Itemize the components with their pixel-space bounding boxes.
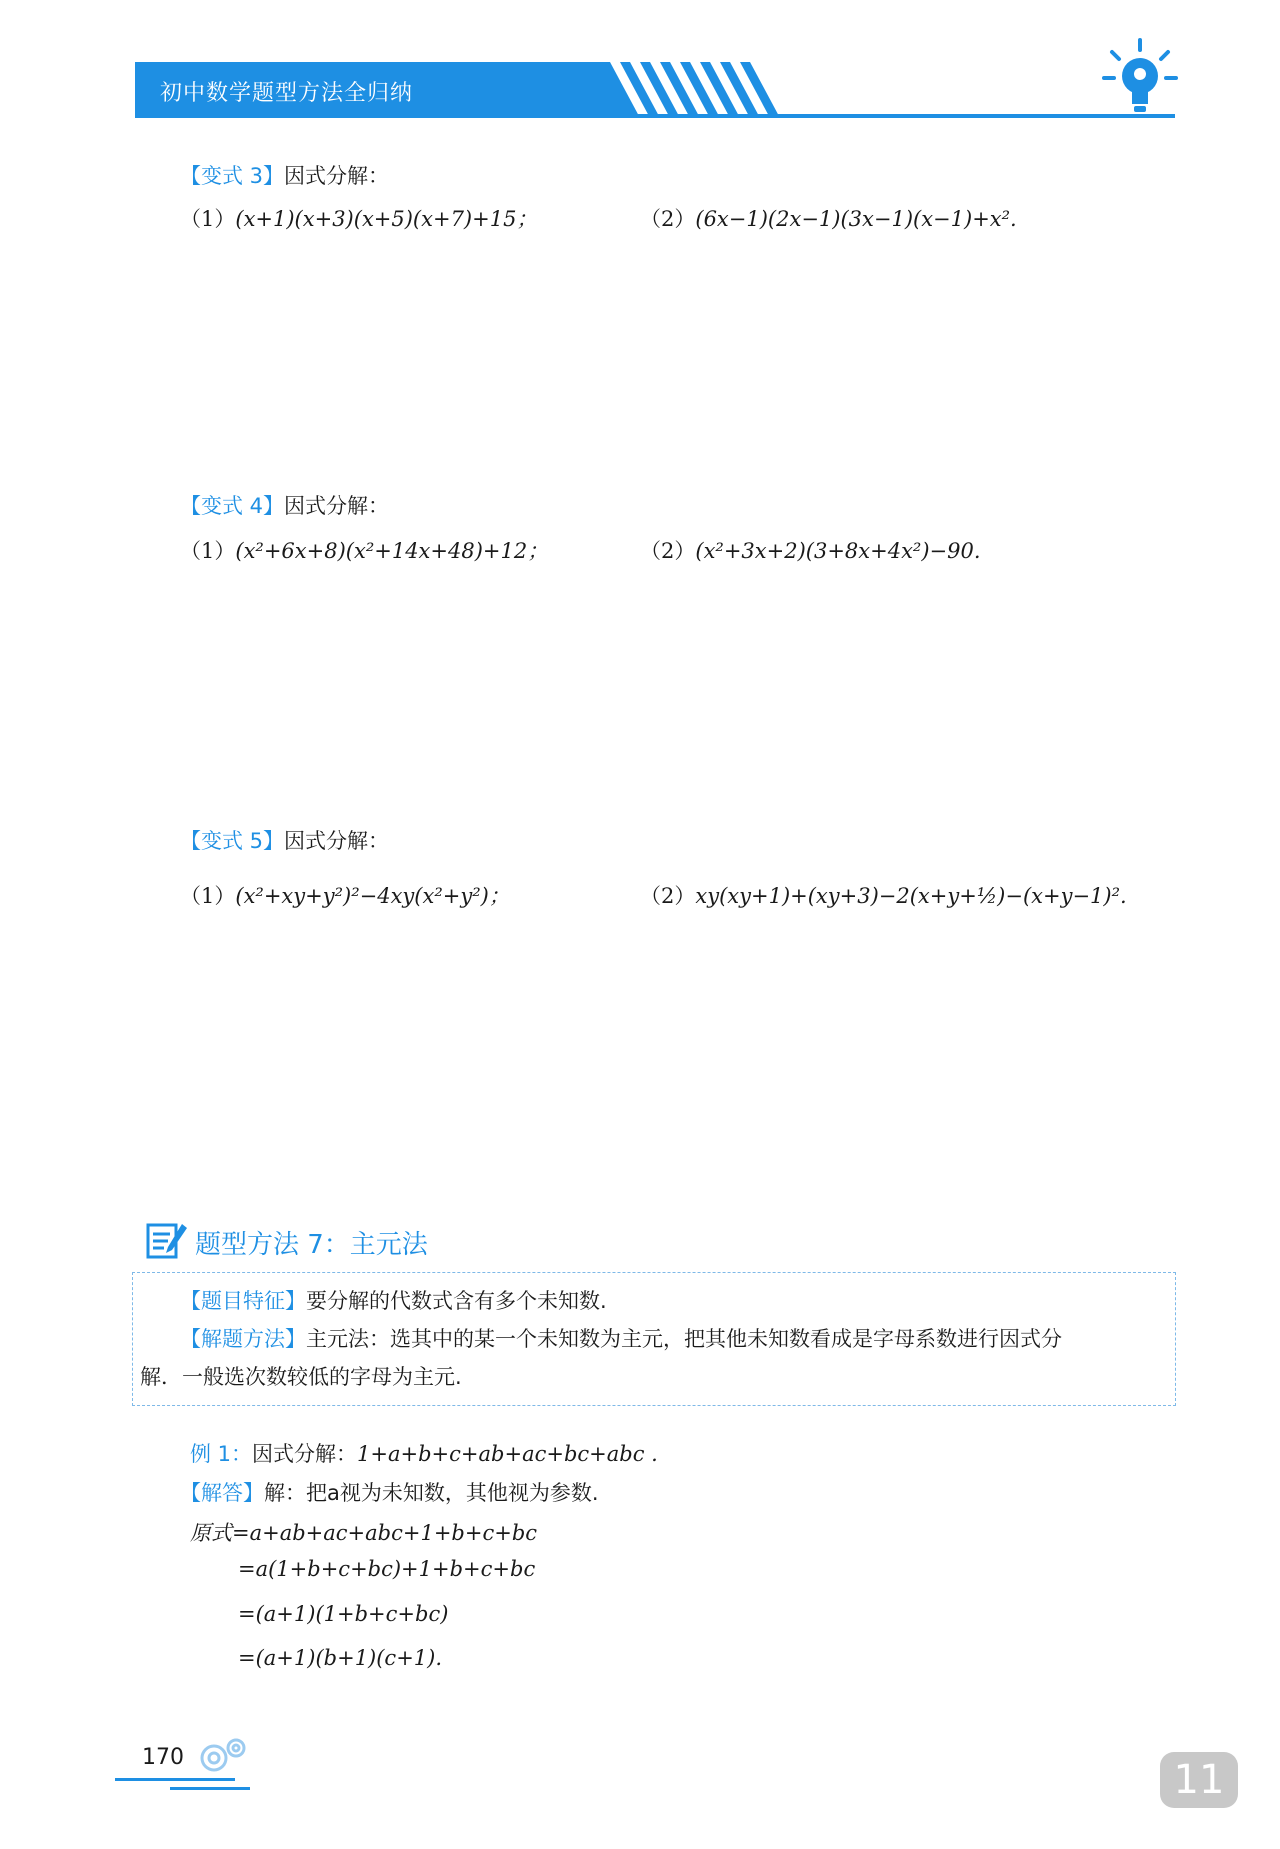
method-title: 题型方法 7：主元法 xyxy=(195,1230,428,1260)
header-stripes xyxy=(590,62,780,118)
answer: 【解答】解：把a视为未知数，其他视为参数. xyxy=(180,1481,599,1505)
example-1: 例 1：因式分解：1+a+b+c+ab+ac+bc+abc . xyxy=(190,1442,658,1466)
variant-5-item-2-expr: xy(xy+1)+(xy+3)−2(x+y+½)−(x+y−1)². xyxy=(695,884,1127,908)
footer-rule xyxy=(115,1778,235,1781)
variant-5-prompt: 因式分解： xyxy=(284,829,390,853)
solution-line-3: =(a+1)(1+b+c+bc) xyxy=(238,1602,449,1626)
page-number: 170 xyxy=(142,1745,184,1770)
page-badge[interactable]: 11 xyxy=(1160,1752,1238,1808)
footer-rule-short xyxy=(170,1787,250,1790)
gear-icon xyxy=(192,1730,252,1780)
solution-line-1: 原式=a+ab+ac+abc+1+b+c+bc xyxy=(190,1521,538,1545)
variant-3-item-1-expr: (x+1)(x+3)(x+5)(x+7)+15； xyxy=(235,207,538,231)
method-feature: 【题目特征】要分解的代数式含有多个未知数. xyxy=(180,1289,607,1313)
variant-4-item-2: （2）(x²+3x+2)(3+8x+4x²)−90. xyxy=(640,539,981,563)
variant-3-item-2-expr: (6x−1)(2x−1)(3x−1)(x−1)+x². xyxy=(695,207,1017,231)
lightbulb-icon xyxy=(1100,38,1180,118)
solution-line-4: =(a+1)(b+1)(c+1). xyxy=(238,1646,443,1670)
method-approach-cont: 解．一般选次数较低的字母为主元. xyxy=(140,1365,462,1389)
variant-5-item-1: （1）(x²+xy+y²)²−4xy(x²+y²)； xyxy=(180,884,510,908)
variant-4-item-1-expr: (x²+6x+8)(x²+14x+48)+12； xyxy=(235,539,549,563)
method-approach: 【解题方法】主元法：选其中的某一个未知数为主元，把其他未知数看成是字母系数进行因式分 xyxy=(180,1327,1062,1351)
variant-4-label: 【变式 4】 xyxy=(180,494,285,518)
variant-5-item-1-expr: (x²+xy+y²)²−4xy(x²+y²)； xyxy=(235,884,510,908)
variant-4 xyxy=(180,490,389,520)
variant-5 xyxy=(180,825,389,855)
variant-3-prompt: 因式分解： xyxy=(284,164,390,188)
variant-3-item-2: （2）(6x−1)(2x−1)(3x−1)(x−1)+x². xyxy=(640,207,1017,231)
variant-4-prompt: 因式分解： xyxy=(284,494,390,518)
header-title: 初中数学题型方法全归纳 xyxy=(160,81,414,106)
variant-3 xyxy=(180,160,389,190)
header-rule xyxy=(135,114,1175,118)
variant-3-label: 【变式 3】 xyxy=(180,164,285,188)
variant-4-item-2-expr: (x²+3x+2)(3+8x+4x²)−90. xyxy=(695,539,981,563)
notebook-pen-icon xyxy=(146,1222,188,1260)
variant-3-item-1: （1）(x+1)(x+3)(x+5)(x+7)+15； xyxy=(180,207,538,231)
example-1-expr: 1+a+b+c+ab+ac+bc+abc . xyxy=(357,1442,658,1466)
variant-4-item-1: （1）(x²+6x+8)(x²+14x+48)+12； xyxy=(180,539,549,563)
variant-5-label: 【变式 5】 xyxy=(180,829,285,853)
solution-line-2: =a(1+b+c+bc)+1+b+c+bc xyxy=(238,1557,536,1581)
variant-5-item-2: （2）xy(xy+1)+(xy+3)−2(x+y+½)−(x+y−1)². xyxy=(640,884,1127,908)
